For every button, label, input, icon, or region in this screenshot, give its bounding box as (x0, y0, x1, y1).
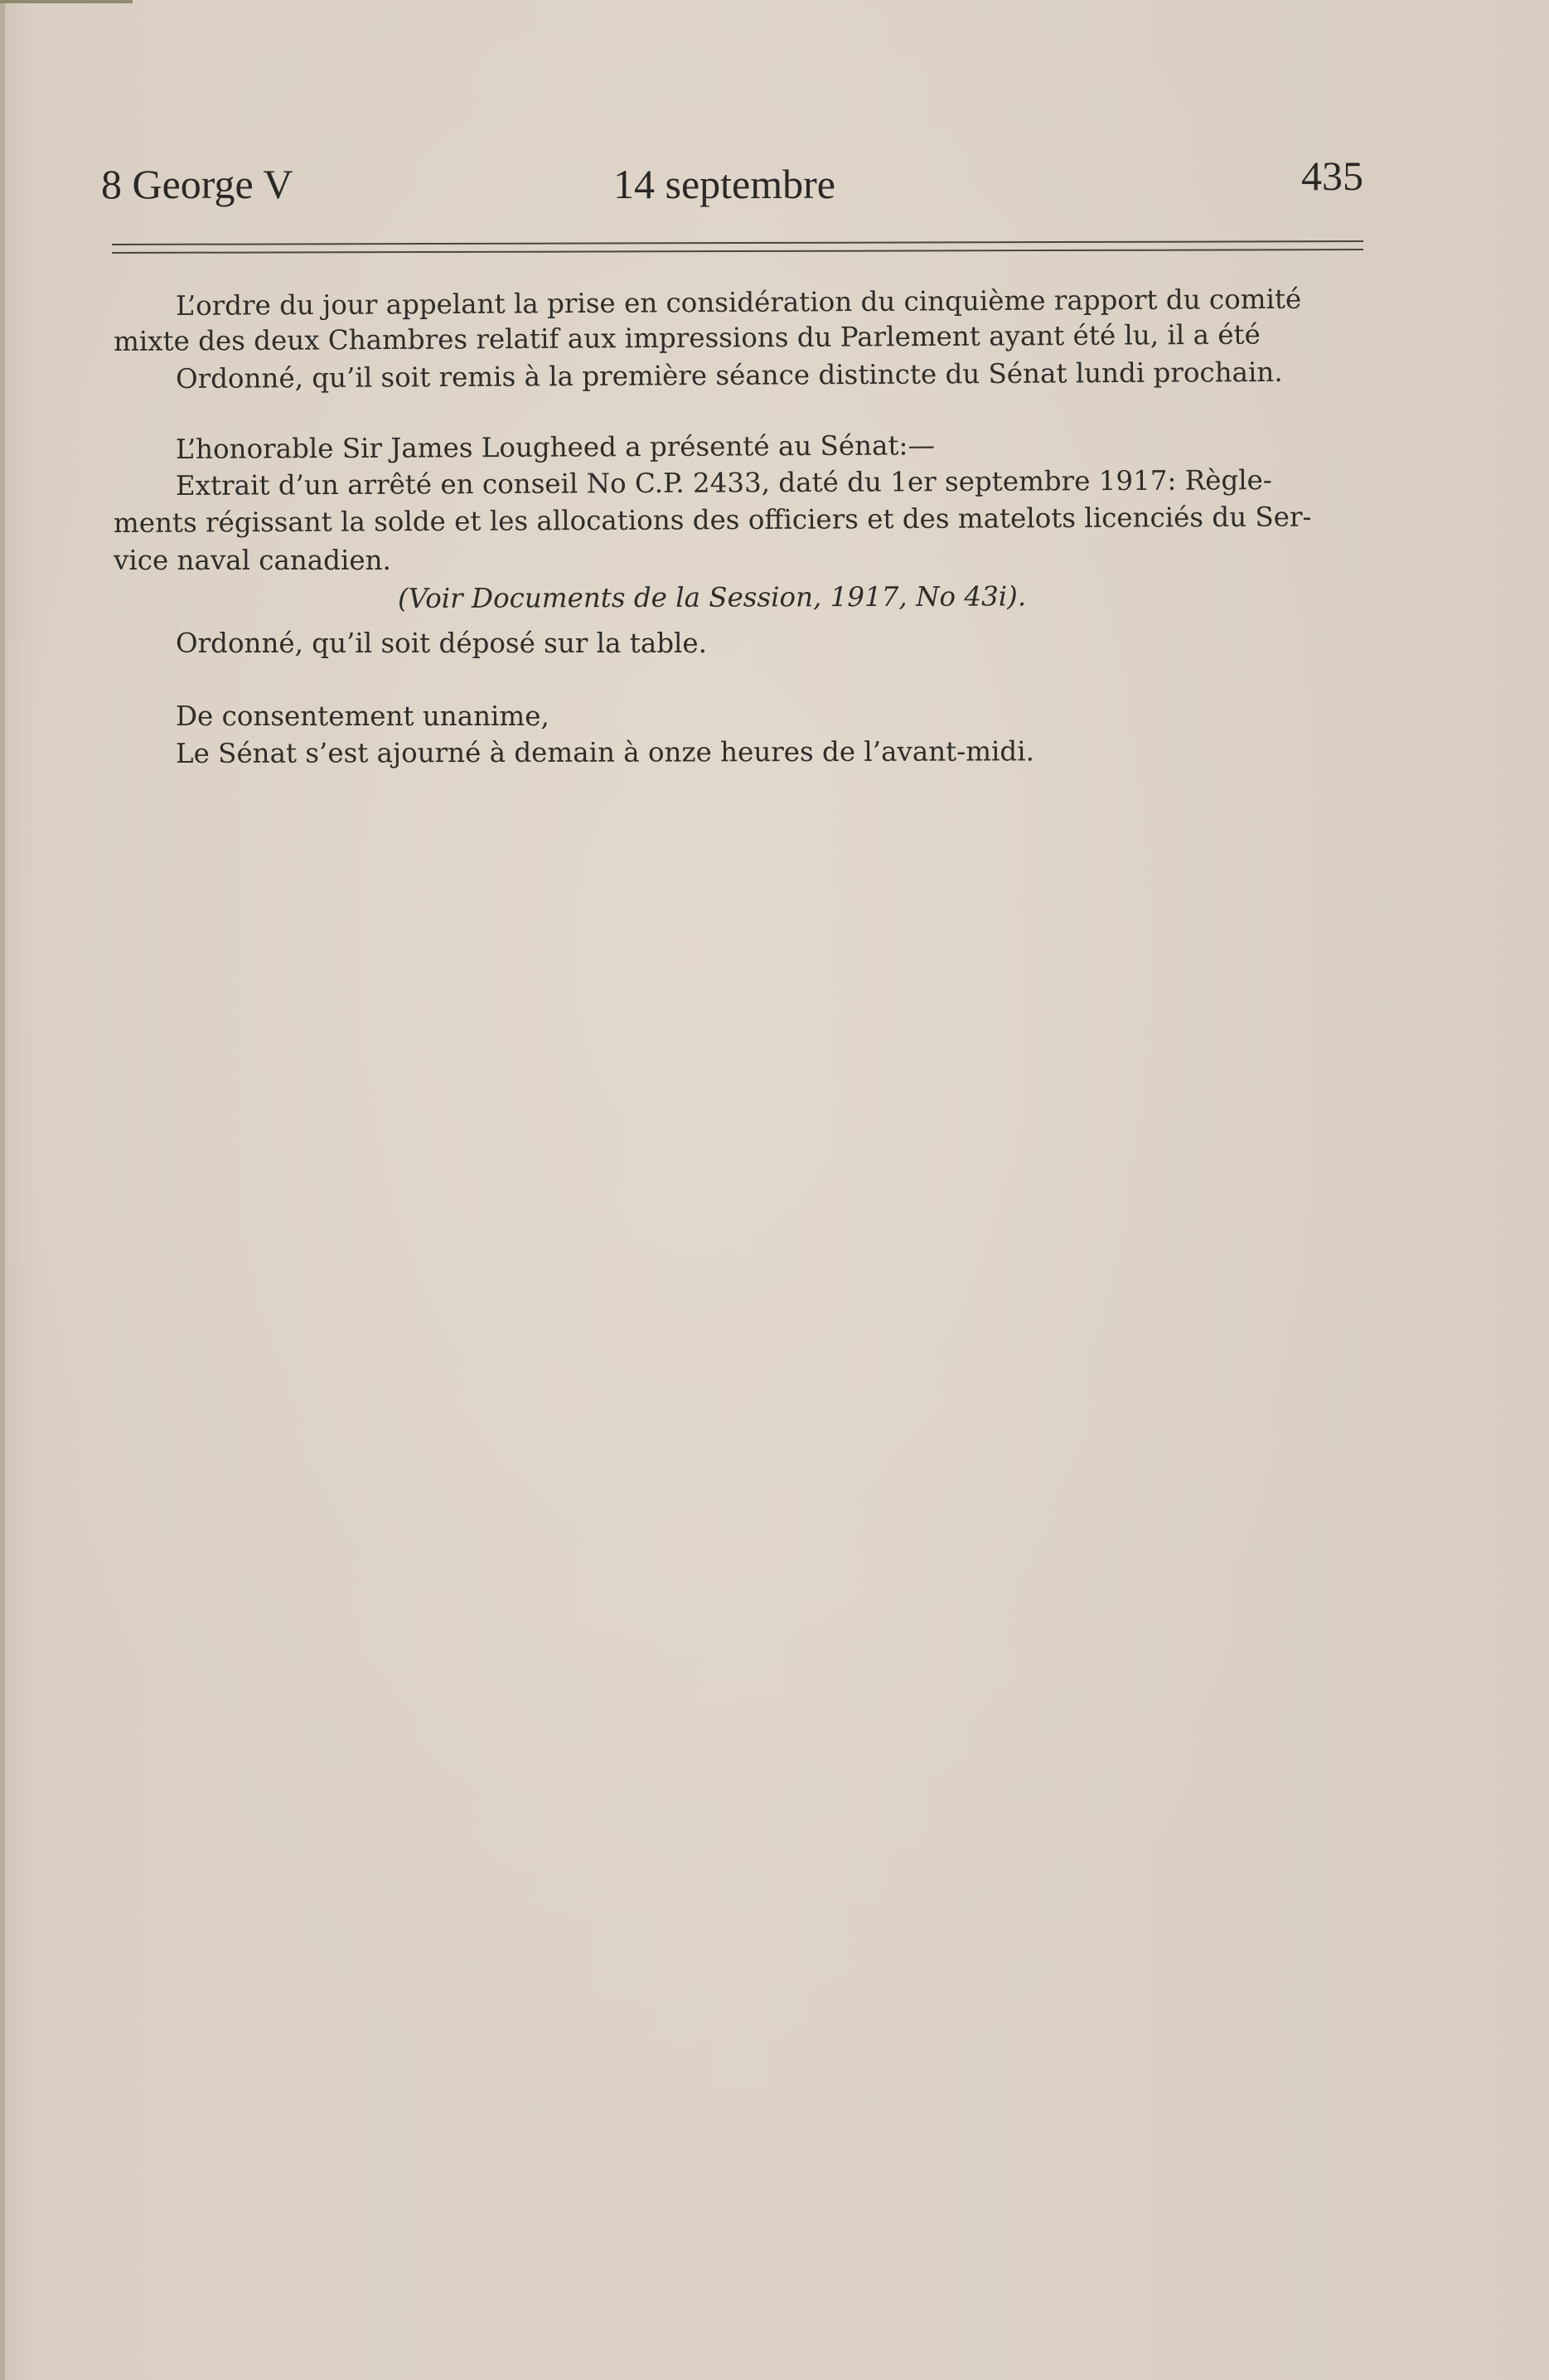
session-document-reference: (Voir Documents de la Session, 1917, No 43i). (397, 580, 1027, 614)
paragraph-3-line-2: Le Sénat s’est ajourné à demain à onze heures de l’avant-midi. (175, 735, 1034, 769)
paragraph-2-line-1: L’honorable Sir James Lougheed a présenté au Sénat:— (175, 429, 935, 465)
paragraph-2-order: Ordonné, qu’il soit déposé sur la table. (176, 628, 707, 659)
running-head-date: 14 septembre (613, 161, 835, 207)
paragraph-2-line-2: Extrait d’un arrêté en conseil No C.P. 2433, daté du 1er septembre 1917: Règle- (175, 464, 1272, 502)
paragraph-2-line-4: vice naval canadien. (114, 545, 391, 576)
paragraph-1-line-1: L’ordre du jour appelant la prise en considération du cinquième rapport du comité (175, 283, 1302, 322)
page-left-edge (0, 0, 5, 2380)
paragraph-2-line-3: ments régissant la solde et les allocations des officiers et des matelots licenciés du Ser- (113, 501, 1312, 539)
paragraph-1-line-3: Ordonné, qu’il soit remis à la première séance distincte du Sénat lundi prochain. (175, 356, 1283, 395)
running-head-left: 8 George V (101, 161, 293, 207)
header-rule-bottom (112, 249, 1363, 254)
paragraph-3-line-1: De consentement unanime, (176, 700, 549, 732)
paragraph-1-line-2: mixte des deux Chambres relatif aux impressions du Parlement ayant été lu, il a été (113, 318, 1261, 357)
header-rule-top (112, 240, 1363, 245)
page-top-edge (0, 0, 133, 3)
page-number: 435 (1301, 153, 1363, 199)
